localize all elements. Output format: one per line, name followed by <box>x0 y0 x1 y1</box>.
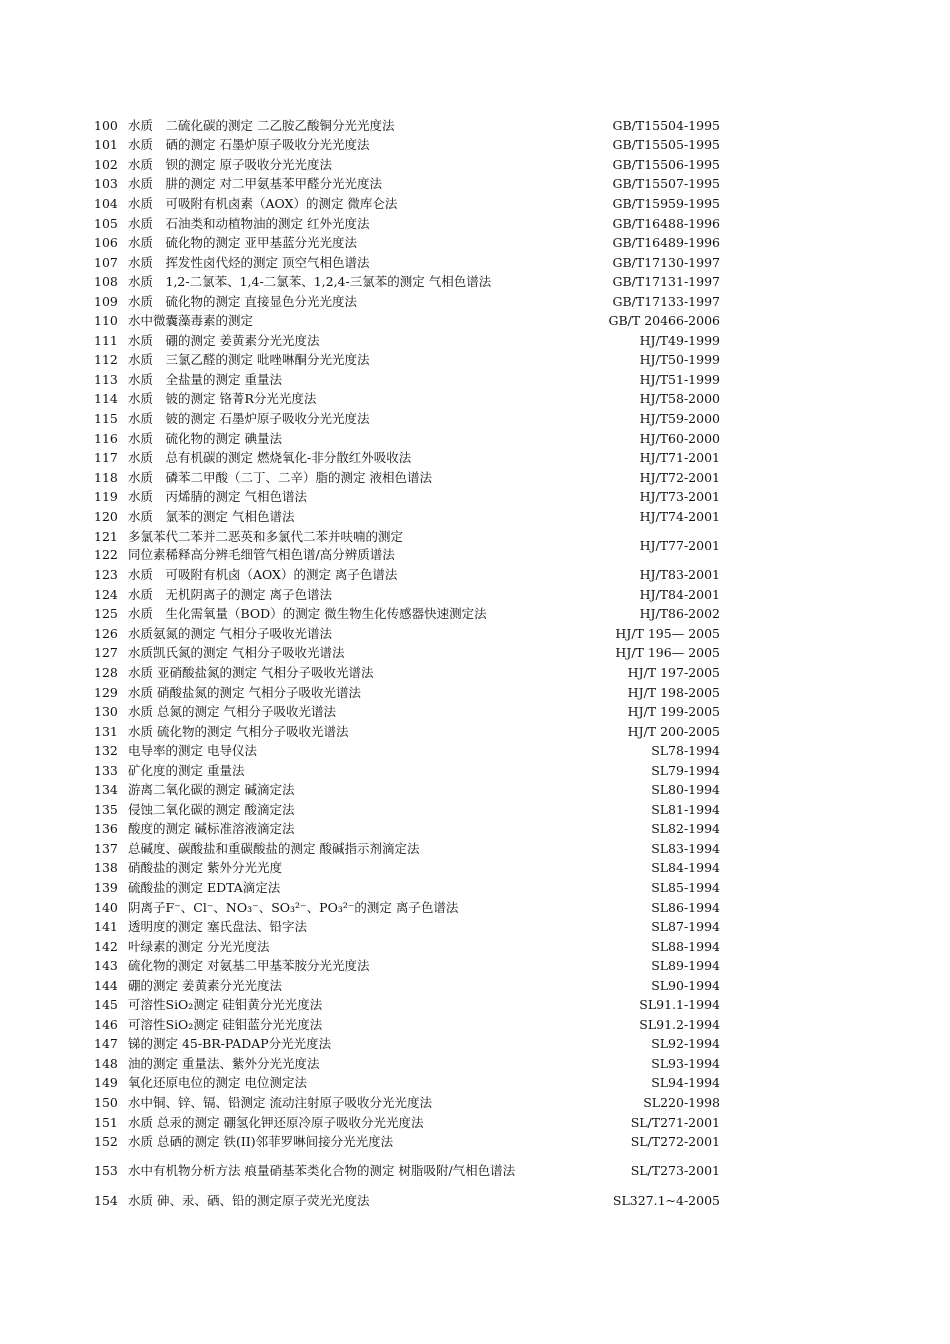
standard-title: 可溶性SiO₂测定 硅钼黄分光光度法 <box>128 998 323 1013</box>
table-row <box>94 370 720 390</box>
standard-title: 水质 总汞的测定 硼氢化钾还原冷原子吸收分光光度法 <box>128 1115 424 1130</box>
standard-code: HJ/T72-2001 <box>639 469 720 485</box>
table-row <box>94 292 720 312</box>
table-row <box>94 487 720 507</box>
standard-code: SL92-1994 <box>651 1036 720 1052</box>
row-number: 113 <box>94 371 118 387</box>
table-row <box>94 272 720 292</box>
standard-code: GB/T16488-1996 <box>612 215 720 231</box>
row-number: 154 <box>94 1192 118 1208</box>
table-row <box>94 409 720 429</box>
table-row <box>94 351 720 371</box>
row-number: 147 <box>94 1036 118 1052</box>
row-number: 136 <box>94 821 118 837</box>
standard-title: 水质 氯苯的测定 气相色谱法 <box>128 509 295 524</box>
standard-title: 水质 无机阴离子的测定 离子色谱法 <box>128 587 332 602</box>
row-number: 107 <box>94 254 118 270</box>
table-row <box>94 194 720 214</box>
table-row <box>94 1054 720 1074</box>
standard-code: SL81-1994 <box>651 801 720 817</box>
standard-code: GB/T16489-1996 <box>612 235 720 251</box>
row-number: 137 <box>94 840 118 856</box>
standard-code: SL220-1998 <box>643 1095 720 1111</box>
standard-code: SL84-1994 <box>651 860 720 876</box>
standard-title: 水质 二硫化碳的测定 二乙胺乙酸铜分光光度法 <box>128 118 395 133</box>
standard-title: 水质 全盐量的测定 重量法 <box>128 372 282 387</box>
table-row <box>94 233 720 253</box>
standard-code: SL80-1994 <box>651 782 720 798</box>
table-row <box>94 1015 720 1035</box>
standard-title: 水质 可吸附有机卤素（AOX）的测定 微库仑法 <box>128 196 398 211</box>
table-row <box>94 1113 720 1133</box>
standard-title: 水质 硒的测定 石墨炉原子吸收分光光度法 <box>128 138 370 153</box>
table-row <box>94 956 720 976</box>
row-number: 135 <box>94 801 118 817</box>
standard-title: 水质 硫化物的测定 直接显色分光光度法 <box>128 294 357 309</box>
row-number <box>94 528 128 564</box>
table-row <box>94 565 720 585</box>
standard-title: 水质 三氯乙醛的测定 吡唑啉酮分光光度法 <box>128 353 370 368</box>
standard-code: HJ/T 199-2005 <box>627 704 720 720</box>
standard-title: 水质 生化需氧量（BOD）的测定 微生物生化传感器快速测定法 <box>128 607 487 622</box>
row-number: 119 <box>94 489 118 505</box>
table-row <box>94 585 720 605</box>
table-row <box>94 116 720 136</box>
standard-code: HJ/T 197-2005 <box>627 664 720 680</box>
row-number: 112 <box>94 352 118 368</box>
standard-code: GB/T15504-1995 <box>612 117 720 133</box>
standard-code: HJ/T59-2000 <box>639 410 720 426</box>
table-row <box>94 839 720 859</box>
table-row <box>94 624 720 644</box>
standard-code: SL79-1994 <box>651 762 720 778</box>
standard-code: GB/T15959-1995 <box>612 195 720 211</box>
row-number: 125 <box>94 606 118 622</box>
row-number: 138 <box>94 860 118 876</box>
table-row <box>94 526 720 565</box>
standard-title: 水质 硫化物的测定 气相分子吸收光谱法 <box>128 724 349 739</box>
row-number: 141 <box>94 919 118 935</box>
standard-code: HJ/T50-1999 <box>639 352 720 368</box>
row-number: 116 <box>94 430 118 446</box>
row-number: 103 <box>94 176 118 192</box>
standard-title: 锑的测定 45-BR-PADAP分光光度法 <box>128 1037 332 1052</box>
standard-title: 水中微囊藻毒素的测定 <box>128 314 254 329</box>
table-row <box>94 253 720 273</box>
row-number: 149 <box>94 1075 118 1091</box>
row-number: 144 <box>94 977 118 993</box>
standard-title: 透明度的测定 塞氏盘法、铅字法 <box>128 920 307 935</box>
row-number: 131 <box>94 723 118 739</box>
standard-title: 可溶性SiO₂测定 硅钼蓝分光光度法 <box>128 1017 323 1032</box>
standard-title: 硼的测定 姜黄素分光光度法 <box>128 978 282 993</box>
standard-code: GB/T15507-1995 <box>612 176 720 192</box>
table-row <box>94 761 720 781</box>
row-number: 130 <box>94 704 118 720</box>
row-number: 151 <box>94 1114 118 1130</box>
row-number: 117 <box>94 450 118 466</box>
standard-title: 氧化还原电位的测定 电位测定法 <box>128 1076 307 1091</box>
table-row <box>94 859 720 879</box>
standard-code: GB/T 20466-2006 <box>608 313 720 329</box>
row-number: 118 <box>94 469 118 485</box>
table-row <box>94 136 720 156</box>
row-number: 110 <box>94 313 118 329</box>
standard-title: 水质 挥发性卤代烃的测定 顶空气相色谱法 <box>128 255 370 270</box>
table-row <box>94 155 720 175</box>
table-row <box>94 996 720 1016</box>
standard-title: 侵蚀二氧化碳的测定 酸滴定法 <box>128 802 295 817</box>
standard-code: SL94-1994 <box>651 1075 720 1091</box>
standard-title <box>128 528 424 564</box>
row-number: 128 <box>94 664 118 680</box>
row-number: 153 <box>94 1163 118 1179</box>
table-row <box>94 741 720 761</box>
table-row <box>94 644 720 664</box>
standard-code: SL89-1994 <box>651 958 720 974</box>
standard-code: SL93-1994 <box>651 1055 720 1071</box>
standard-code: SL/T273-2001 <box>630 1163 720 1179</box>
row-number: 132 <box>94 743 118 759</box>
standard-title: 硫酸盐的测定 EDTA滴定法 <box>128 881 281 895</box>
table-row <box>94 917 720 937</box>
standard-code: SL90-1994 <box>651 977 720 993</box>
table-row <box>94 390 720 410</box>
table-row <box>94 1152 720 1191</box>
row-number: 129 <box>94 684 118 700</box>
row-number: 120 <box>94 508 118 524</box>
standard-title: 水质 总氮的测定 气相分子吸收光谱法 <box>128 705 336 720</box>
table-row <box>94 878 720 898</box>
table-row <box>94 605 720 625</box>
standard-code: HJ/T77-2001 <box>639 537 720 553</box>
standard-title: 水质 硫化物的测定 亚甲基蓝分光光度法 <box>128 236 357 251</box>
standard-title: 叶绿素的测定 分光光度法 <box>128 939 270 954</box>
table-row <box>94 1035 720 1055</box>
standard-code: GB/T17133-1997 <box>612 293 720 309</box>
table-row <box>94 702 720 722</box>
row-number: 122 <box>94 546 118 562</box>
row-number: 102 <box>94 156 118 172</box>
standard-code: GB/T17130-1997 <box>612 254 720 270</box>
table-row <box>94 448 720 468</box>
standard-code: SL85-1994 <box>651 880 720 895</box>
standard-code: HJ/T74-2001 <box>639 508 720 524</box>
row-number: 148 <box>94 1055 118 1071</box>
standard-title: 水质 肼的测定 对二甲氨基苯甲醛分光光度法 <box>128 177 382 192</box>
table-row <box>94 331 720 351</box>
standard-code: GB/T15506-1995 <box>612 156 720 172</box>
row-number: 114 <box>94 391 118 407</box>
standard-title: 水质 丙烯腈的测定 气相色谱法 <box>128 490 307 505</box>
row-number: 133 <box>94 762 118 778</box>
standard-title: 水质氨氮的测定 气相分子吸收光谱法 <box>128 626 332 641</box>
standard-code: SL91.2-1994 <box>639 1016 720 1032</box>
standard-code: HJ/T49-1999 <box>639 332 720 348</box>
standard-code: SL/T272-2001 <box>630 1134 720 1150</box>
row-number: 146 <box>94 1016 118 1032</box>
table-row <box>94 468 720 488</box>
table-row <box>94 781 720 801</box>
row-number: 106 <box>94 235 118 251</box>
standard-title: 总碱度、碳酸盐和重碳酸盐的测定 酸碱指示剂滴定法 <box>128 841 420 856</box>
standard-code: HJ/T 196— 2005 <box>615 645 720 661</box>
standard-title: 硫化物的测定 对氨基二甲基苯胺分光光度法 <box>128 959 370 974</box>
standard-code: SL327.1~4-2005 <box>612 1192 720 1208</box>
table-row <box>94 1093 720 1113</box>
standard-title: 水质凯氏氮的测定 气相分子吸收光谱法 <box>128 646 345 661</box>
standard-title: 水质 硝酸盐氮的测定 气相分子吸收光谱法 <box>128 685 361 700</box>
row-number: 111 <box>94 332 118 348</box>
row-number: 143 <box>94 958 118 974</box>
standard-title: 水中有机物分析方法 痕量硝基苯类化合物的测定 树脂吸附/气相色谱法 <box>128 1163 516 1179</box>
row-number: 101 <box>94 137 118 153</box>
row-number: 121 <box>94 528 118 544</box>
standard-code: SL87-1994 <box>651 919 720 935</box>
table-row <box>94 1132 720 1152</box>
table-row <box>94 663 720 683</box>
standard-title: 水质 硼的测定 姜黄素分光光度法 <box>128 333 320 348</box>
standard-title: 游离二氧化碳的测定 碱滴定法 <box>128 783 295 798</box>
table-row <box>94 1191 720 1211</box>
standard-title: 水质 1,2-二氯苯、1,4-二氯苯、1,2,4-三氯苯的测定 气相色谱法 <box>128 275 492 290</box>
table-row <box>94 214 720 234</box>
standard-code: HJ/T 195— 2005 <box>615 625 720 641</box>
standard-code: HJ/T83-2001 <box>639 567 720 583</box>
row-number: 104 <box>94 195 118 211</box>
standard-title: 硝酸盐的测定 紫外分光光度 <box>128 861 282 876</box>
row-number: 115 <box>94 410 118 426</box>
table-row <box>94 937 720 957</box>
standard-title: 水质 铍的测定 石墨炉原子吸收分光光度法 <box>128 411 370 426</box>
row-number: 105 <box>94 215 118 231</box>
table-row <box>94 976 720 996</box>
standard-title: 水质 钡的测定 原子吸收分光光度法 <box>128 157 332 172</box>
standard-title: 水质 砷、汞、硒、铅的测定原子荧光光度法 <box>128 1193 370 1208</box>
standard-title: 阴离子F⁻、Cl⁻、NO₃⁻、SO₃²⁻、PO₃²⁻的测定 离子色谱法 <box>128 900 459 915</box>
standard-title: 矿化度的测定 重量法 <box>128 763 245 778</box>
standard-title-line: 同位素稀释高分辨毛细管气相色谱/高分辨质谱法 <box>128 546 395 562</box>
standards-table <box>94 116 720 1210</box>
table-row <box>94 429 720 449</box>
row-number: 100 <box>94 117 118 133</box>
standard-title: 水质 亚硝酸盐氮的测定 气相分子吸收光谱法 <box>128 665 374 680</box>
standard-title: 酸度的测定 碱标准溶液滴定法 <box>128 822 295 837</box>
standard-title: 水质 硫化物的测定 碘量法 <box>128 431 282 446</box>
table-row <box>94 898 720 918</box>
table-row <box>94 507 720 527</box>
standard-title: 水质 可吸附有机卤（AOX）的测定 离子色谱法 <box>128 568 398 583</box>
row-number: 126 <box>94 625 118 641</box>
standard-title: 水质 总有机碳的测定 燃烧氧化-非分散红外吸收法 <box>128 451 412 466</box>
standard-code: SL86-1994 <box>651 899 720 915</box>
standard-code: SL78-1994 <box>651 743 720 759</box>
row-number: 108 <box>94 274 118 290</box>
row-number: 109 <box>94 293 118 309</box>
table-row <box>94 722 720 742</box>
standard-code: HJ/T71-2001 <box>639 450 720 466</box>
row-number: 124 <box>94 586 118 602</box>
table-row <box>94 820 720 840</box>
standard-title: 电导率的测定 电导仪法 <box>128 744 257 759</box>
standard-code: GB/T15505-1995 <box>612 137 720 153</box>
table-row <box>94 683 720 703</box>
table-row <box>94 175 720 195</box>
standard-code: HJ/T86-2002 <box>639 606 720 622</box>
standard-code: HJ/T 200-2005 <box>627 723 720 739</box>
row-number: 134 <box>94 782 118 798</box>
table-row <box>94 1074 720 1094</box>
standard-code: HJ/T51-1999 <box>639 371 720 387</box>
row-number: 142 <box>94 938 118 954</box>
standard-title: 水质 总硒的测定 铁(II)邻菲罗啉间接分光光度法 <box>128 1135 394 1150</box>
row-number: 140 <box>94 899 118 915</box>
table-row <box>94 800 720 820</box>
standard-code: GB/T17131-1997 <box>612 274 720 290</box>
standard-code: SL/T271-2001 <box>630 1114 720 1130</box>
standard-title-line: 多氯苯代二苯并二恶英和多氯代二苯并呋喃的测定 <box>128 528 404 544</box>
row-number: 150 <box>94 1095 118 1111</box>
standard-title: 水质 铍的测定 铬菁R分光光度法 <box>128 392 317 407</box>
standard-code: SL88-1994 <box>651 938 720 954</box>
standard-code: SL91.1-1994 <box>639 997 720 1013</box>
row-number: 123 <box>94 567 118 583</box>
standard-title: 水质 石油类和动植物油的测定 红外光度法 <box>128 216 370 231</box>
standard-code: HJ/T73-2001 <box>639 489 720 505</box>
row-number: 152 <box>94 1134 118 1150</box>
standard-code: HJ/T 198-2005 <box>627 684 720 700</box>
standard-code: HJ/T84-2001 <box>639 586 720 602</box>
standard-title: 油的测定 重量法、紫外分光光度法 <box>128 1056 320 1071</box>
standard-title: 水质 磷苯二甲酸（二丁、二辛）脂的测定 液相色谱法 <box>128 470 432 485</box>
standard-code: SL82-1994 <box>651 821 720 837</box>
standard-code: HJ/T60-2000 <box>639 430 720 446</box>
standard-title: 水中铜、锌、镉、铅测定 流动注射原子吸收分光光度法 <box>128 1096 432 1111</box>
row-number: 127 <box>94 645 118 661</box>
standard-code: SL83-1994 <box>651 840 720 856</box>
row-number: 139 <box>94 880 118 895</box>
table-row <box>94 311 720 331</box>
standard-code: HJ/T58-2000 <box>639 391 720 407</box>
row-number: 145 <box>94 997 118 1013</box>
